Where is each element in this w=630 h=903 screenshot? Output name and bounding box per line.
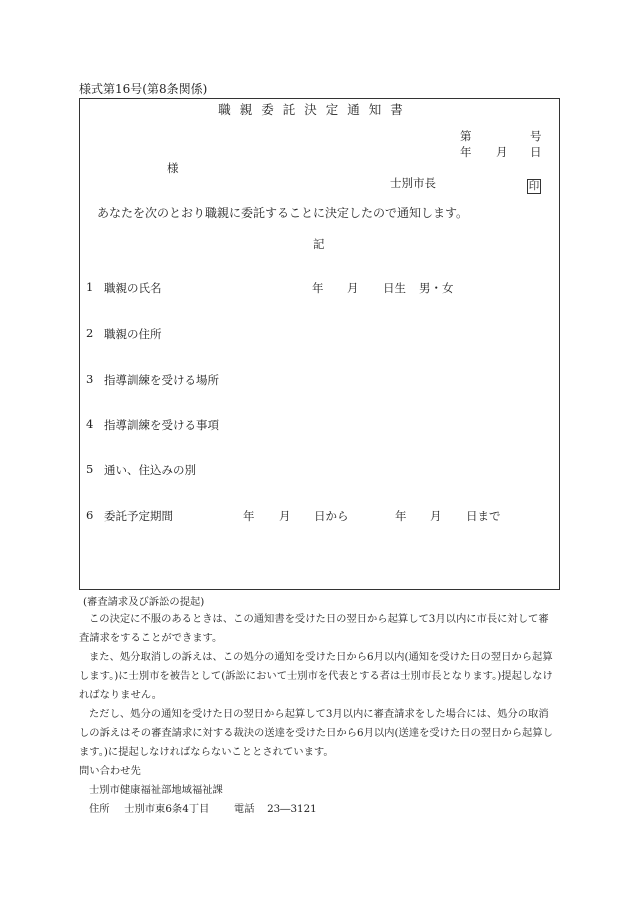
item-6-month-1: 月 <box>279 509 291 523</box>
form-number-label: 様式第16号(第8条関係) <box>79 82 208 96</box>
item-6-until: 日まで <box>466 509 501 523</box>
item-3-label: 指導訓練を受ける場所 <box>104 373 219 387</box>
appeal-heading: (審査請求及び訴訟の提起) <box>83 596 205 608</box>
item-1-label: 職親の氏名 <box>104 281 162 295</box>
seal-mark: 印 <box>528 180 540 192</box>
item-3-number: 3 <box>86 372 94 386</box>
appeal-paragraph-1: この決定に不服のあるときは、この通知書を受けた日の翌日から起算して3月以内に市長に対して審査請求をすることができます。 <box>79 613 549 644</box>
date-month: 月 <box>496 145 508 159</box>
item-1-number: 1 <box>86 280 94 294</box>
contact-address-value: 士別市東6条4丁目 <box>124 803 210 815</box>
contact-phone-value: 23―3121 <box>267 803 317 815</box>
date-year: 年 <box>460 145 472 159</box>
appeal-paragraph-3: ただし、処分の通知を受けた日の翌日から起算して3月以内に審査請求をした場合には、処分の取消しの訴えはその審査請求に対する裁決の送達を受けた日から6月以内(送達を受けた日の翌日から起算します。)に提起しなければならないこととされています。 <box>79 708 553 758</box>
recipient-suffix: 様 <box>167 161 179 175</box>
ki-heading: 記 <box>313 237 325 251</box>
contact-heading: 問い合わせ先 <box>79 765 141 777</box>
item-6-from: 日から <box>314 509 349 523</box>
item-1-birthday: 日生 <box>383 281 406 295</box>
item-1-sex: 男・女 <box>419 281 454 295</box>
item-6-label: 委託予定期間 <box>104 509 173 523</box>
contact-phone-label: 電話 <box>233 803 255 815</box>
item-1-year: 年 <box>312 281 324 295</box>
item-6-year-2: 年 <box>395 509 407 523</box>
item-4-label: 指導訓練を受ける事項 <box>104 418 219 432</box>
contact-address-label: 住所 <box>89 803 110 815</box>
item-5-number: 5 <box>86 462 94 476</box>
item-2-label: 職親の住所 <box>104 327 162 341</box>
date-day: 日 <box>530 145 542 159</box>
seal-stamp <box>527 174 541 194</box>
item-5-label: 通い、住込みの別 <box>104 463 196 477</box>
number-dai: 第 <box>460 129 472 143</box>
item-6-month-2: 月 <box>430 509 442 523</box>
issuer: 士別市長 <box>390 176 436 190</box>
appeal-paragraph-2: また、処分取消しの訴えは、この処分の通知を受けた日から6月以内(通知を受けた日の翌日から起算します。)に士別市を被告として(訴訟において士別市を代表とする者は士別市長となります。)提起しなければなりません。 <box>79 651 553 701</box>
contact-address <box>89 800 317 815</box>
item-1-month: 月 <box>347 281 359 295</box>
number-go: 号 <box>530 129 542 143</box>
item-2-number: 2 <box>86 326 94 340</box>
item-6-year-1: 年 <box>243 509 255 523</box>
item-6-number: 6 <box>86 508 94 522</box>
item-4-number: 4 <box>86 417 94 431</box>
contact-department: 士別市健康福祉部地域福祉課 <box>89 784 223 796</box>
document-title: 職親委託決定通知書 <box>218 102 412 117</box>
intro-text: あなたを次のとおり職親に委託することに決定したので通知します。 <box>97 206 469 220</box>
